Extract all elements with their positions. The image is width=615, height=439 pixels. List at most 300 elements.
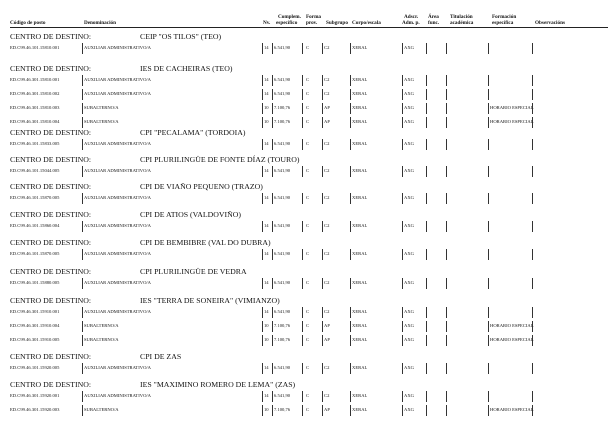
column-divider <box>82 221 83 232</box>
denominacion-cell: AUXILIAR ADMINISTRATIVO/A <box>84 251 151 256</box>
codigo-cell: ED.C99.46.301.15920.003 <box>10 407 60 412</box>
section-label: CENTRO DE DESTINO: <box>10 32 91 41</box>
column-divider <box>272 193 273 204</box>
column-divider <box>488 75 489 86</box>
table-row <box>10 405 608 416</box>
column-divider <box>446 405 447 416</box>
column-divider <box>262 335 263 346</box>
column-divider <box>82 103 83 114</box>
corpo-cell: XERAL <box>352 407 368 412</box>
column-divider <box>426 166 427 177</box>
column-divider <box>262 321 263 332</box>
column-divider <box>532 391 533 402</box>
section-label: CENTRO DE DESTINO: <box>10 238 91 247</box>
column-divider <box>488 405 489 416</box>
column-divider <box>262 193 263 204</box>
column-divider <box>82 166 83 177</box>
column-divider <box>350 405 351 416</box>
column-divider <box>402 363 403 374</box>
codigo-cell: ED.C99.46.101.15870.005 <box>10 195 60 200</box>
corpo-cell: XERAL <box>352 337 368 342</box>
column-divider <box>350 321 351 332</box>
table-row <box>10 166 608 177</box>
subgrupo-cell: C2 <box>324 280 330 285</box>
column-divider <box>262 278 263 289</box>
corpo-cell: XERAL <box>352 365 368 370</box>
column-divider <box>82 89 83 100</box>
column-divider <box>322 193 323 204</box>
nivel-cell: 10 <box>264 323 269 328</box>
codigo-cell: ED.C99.46.301.15810.001 <box>10 77 60 82</box>
header-especifica: específica <box>492 20 514 26</box>
column-divider <box>322 89 323 100</box>
forma-cell: C <box>306 393 310 398</box>
observacions-cell: HORARIO ESPECIAL <box>490 337 534 342</box>
subgrupo-cell: C2 <box>324 223 330 228</box>
subgrupo-cell: C2 <box>324 195 330 200</box>
table-row <box>10 89 608 100</box>
column-divider <box>426 103 427 114</box>
forma-cell: C <box>306 365 310 370</box>
corpo-cell: XERAL <box>352 223 368 228</box>
column-divider <box>272 363 273 374</box>
column-divider <box>532 278 533 289</box>
column-divider <box>302 103 303 114</box>
adscripcion-cell: AXG <box>404 45 414 50</box>
column-divider <box>82 249 83 260</box>
complemento-cell: 6.541,90 <box>274 195 291 200</box>
forma-cell: C <box>306 407 310 412</box>
codigo-cell: ED.C99.46.101.15880.005 <box>10 280 60 285</box>
column-divider <box>402 321 403 332</box>
adscripcion-cell: AXG <box>404 168 414 173</box>
column-divider <box>302 166 303 177</box>
table-row <box>10 249 608 260</box>
codigo-cell: ED.C99.46.101.15833.005 <box>10 141 60 146</box>
column-divider <box>402 221 403 232</box>
column-divider <box>302 249 303 260</box>
section-name: IES DE CACHEIRAS (TEO) <box>140 64 233 73</box>
observacions-cell: HORARIO ESPECIAL <box>490 323 534 328</box>
nivel-cell: 10 <box>264 105 269 110</box>
forma-cell: C <box>306 77 310 82</box>
complemento-cell: 6.541,90 <box>274 168 291 173</box>
nivel-cell: 14 <box>264 141 269 146</box>
column-divider <box>446 221 447 232</box>
nivel-cell: 10 <box>264 119 269 124</box>
column-divider <box>446 363 447 374</box>
header-formacion: Formación <box>492 14 517 20</box>
codigo-cell: ED.C99.46.301.15910.001 <box>10 309 60 314</box>
column-divider <box>272 221 273 232</box>
section-label: CENTRO DE DESTINO: <box>10 352 91 361</box>
column-divider <box>402 117 403 128</box>
column-divider <box>402 335 403 346</box>
subgrupo-cell: AP <box>324 105 330 110</box>
column-divider <box>532 166 533 177</box>
column-divider <box>302 117 303 128</box>
forma-cell: C <box>306 309 310 314</box>
denominacion-cell: SUBALTERNO/A <box>84 337 119 342</box>
column-divider <box>272 43 273 54</box>
section-label: CENTRO DE DESTINO: <box>10 128 91 137</box>
header-observacions: Observacións <box>535 20 565 26</box>
column-divider <box>426 391 427 402</box>
denominacion-cell: AUXILIAR ADMINISTRATIVO/A <box>84 195 151 200</box>
column-divider <box>262 43 263 54</box>
adscripcion-cell: AXG <box>404 280 414 285</box>
table-row <box>10 193 608 204</box>
column-divider <box>322 307 323 318</box>
column-divider <box>488 335 489 346</box>
nivel-cell: 14 <box>264 393 269 398</box>
column-divider <box>350 139 351 150</box>
column-divider <box>446 307 447 318</box>
table-row <box>10 307 608 318</box>
column-divider <box>262 249 263 260</box>
table-row <box>10 75 608 86</box>
column-divider <box>426 307 427 318</box>
column-divider <box>402 278 403 289</box>
column-divider <box>446 166 447 177</box>
nivel-cell: 10 <box>264 337 269 342</box>
subgrupo-cell: C2 <box>324 365 330 370</box>
header-forma: Forma <box>306 14 321 20</box>
observacions-cell: HORARIO ESPECIAL <box>490 105 534 110</box>
complemento-cell: 6.541,90 <box>274 45 291 50</box>
column-divider <box>350 43 351 54</box>
adscripcion-cell: AXG <box>404 251 414 256</box>
column-divider <box>446 335 447 346</box>
column-divider <box>488 193 489 204</box>
header-func: func. <box>428 20 440 26</box>
denominacion-cell: AUXILIAR ADMINISTRATIVO/A <box>84 280 151 285</box>
column-divider <box>350 249 351 260</box>
column-divider <box>402 75 403 86</box>
table-row <box>10 278 608 289</box>
adscripcion-cell: AXG <box>404 393 414 398</box>
corpo-cell: XERAL <box>352 393 368 398</box>
column-divider <box>322 103 323 114</box>
subgrupo-cell: AP <box>324 407 330 412</box>
nivel-cell: 14 <box>264 280 269 285</box>
column-divider <box>322 166 323 177</box>
column-divider <box>82 307 83 318</box>
column-divider <box>272 166 273 177</box>
column-divider <box>532 307 533 318</box>
column-divider <box>302 43 303 54</box>
section-label: CENTRO DE DESTINO: <box>10 182 91 191</box>
complemento-cell: 6.541,90 <box>274 393 291 398</box>
column-divider <box>262 117 263 128</box>
table-row <box>10 221 608 232</box>
column-divider <box>302 321 303 332</box>
section-name: CPI DE VIAÑO PEQUENO (TRAZO) <box>140 182 263 191</box>
nivel-cell: 14 <box>264 77 269 82</box>
section-name: CPI PLURILINGÜE DE VEDRA <box>140 267 247 276</box>
column-divider <box>302 89 303 100</box>
table-row <box>10 103 608 114</box>
column-divider <box>402 193 403 204</box>
column-divider <box>82 278 83 289</box>
column-divider <box>532 43 533 54</box>
column-divider <box>262 405 263 416</box>
subgrupo-cell: C2 <box>324 91 330 96</box>
column-divider <box>426 405 427 416</box>
column-divider <box>272 391 273 402</box>
column-divider <box>262 221 263 232</box>
nivel-cell: 14 <box>264 251 269 256</box>
column-divider <box>426 117 427 128</box>
denominacion-cell: AUXILIAR ADMINISTRATIVO/A <box>84 91 151 96</box>
column-divider <box>488 249 489 260</box>
denominacion-cell: AUXILIAR ADMINISTRATIVO/A <box>84 223 151 228</box>
column-divider <box>488 43 489 54</box>
column-divider <box>272 75 273 86</box>
column-divider <box>272 89 273 100</box>
column-divider <box>402 307 403 318</box>
column-divider <box>488 363 489 374</box>
codigo-cell: ED.C99.46.101.15870.005 <box>10 251 60 256</box>
column-divider <box>426 363 427 374</box>
header-nv: Nv. <box>263 20 271 26</box>
column-divider <box>350 166 351 177</box>
column-divider <box>402 103 403 114</box>
section-label: CENTRO DE DESTINO: <box>10 64 91 73</box>
column-divider <box>426 139 427 150</box>
section-name: IES "TERRA DE SONEIRA" (VIMIANZO) <box>140 296 280 305</box>
forma-cell: C <box>306 251 310 256</box>
column-divider <box>322 43 323 54</box>
section-name: CPI DE ATIOS (VALDOVIÑO) <box>140 210 241 219</box>
header-complem: Complem. <box>278 14 301 20</box>
column-divider <box>350 103 351 114</box>
column-divider <box>262 89 263 100</box>
nivel-cell: 14 <box>264 45 269 50</box>
section-label: CENTRO DE DESTINO: <box>10 296 91 305</box>
nivel-cell: 14 <box>264 195 269 200</box>
observacions-cell: HORARIO ESPECIAL <box>490 407 534 412</box>
header-especifico: específico <box>276 20 298 26</box>
column-divider <box>322 391 323 402</box>
complemento-cell: 6.541,90 <box>274 77 291 82</box>
section-label: CENTRO DE DESTINO: <box>10 210 91 219</box>
subgrupo-cell: C2 <box>324 251 330 256</box>
column-divider <box>82 335 83 346</box>
column-divider <box>272 278 273 289</box>
subgrupo-cell: C2 <box>324 309 330 314</box>
codigo-cell: ED.C99.46.301.15910.004 <box>10 323 60 328</box>
table-row <box>10 363 608 374</box>
complemento-cell: 7.100,76 <box>274 105 291 110</box>
column-divider <box>350 363 351 374</box>
subgrupo-cell: C2 <box>324 45 330 50</box>
denominacion-cell: AUXILIAR ADMINISTRATIVO/A <box>84 77 151 82</box>
column-divider <box>322 278 323 289</box>
corpo-cell: XERAL <box>352 195 368 200</box>
column-divider <box>350 89 351 100</box>
denominacion-cell: AUXILIAR ADMINISTRATIVO/A <box>84 365 151 370</box>
column-divider <box>322 335 323 346</box>
column-divider <box>446 278 447 289</box>
column-divider <box>322 139 323 150</box>
header-denominacion: Denominación <box>84 20 116 26</box>
adscripcion-cell: AXG <box>404 309 414 314</box>
denominacion-cell: AUXILIAR ADMINISTRATIVO/A <box>84 168 151 173</box>
subgrupo-cell: C2 <box>324 393 330 398</box>
column-divider <box>82 391 83 402</box>
nivel-cell: 14 <box>264 365 269 370</box>
column-divider <box>402 405 403 416</box>
adscripcion-cell: AXG <box>404 77 414 82</box>
nivel-cell: 10 <box>264 407 269 412</box>
column-divider <box>82 139 83 150</box>
complemento-cell: 6.541,90 <box>274 365 291 370</box>
complemento-cell: 6.541,90 <box>274 223 291 228</box>
corpo-cell: XERAL <box>352 119 368 124</box>
forma-cell: C <box>306 45 310 50</box>
column-divider <box>272 405 273 416</box>
column-divider <box>532 221 533 232</box>
column-divider <box>402 43 403 54</box>
column-divider <box>488 321 489 332</box>
denominacion-cell: SUBALTERNO/A <box>84 119 119 124</box>
column-divider <box>446 117 447 128</box>
column-divider <box>426 249 427 260</box>
section-name: CPI PLURILINGÜE DE FONTE DÍAZ (TOURO) <box>140 155 300 164</box>
column-divider <box>532 89 533 100</box>
column-divider <box>302 278 303 289</box>
header-prov: prov. <box>306 20 318 26</box>
column-divider <box>532 249 533 260</box>
column-divider <box>272 249 273 260</box>
adscripcion-cell: AXG <box>404 91 414 96</box>
codigo-cell: ED.C99.46.101.15044.005 <box>10 168 60 173</box>
complemento-cell: 6.541,90 <box>274 141 291 146</box>
header-titulacion: Titulación <box>450 14 473 20</box>
table-row <box>10 117 608 128</box>
complemento-cell: 6.541,90 <box>274 91 291 96</box>
column-divider <box>322 117 323 128</box>
subgrupo-cell: AP <box>324 337 330 342</box>
codigo-cell: ED.C99.46.301.15910.005 <box>10 337 60 342</box>
forma-cell: C <box>306 105 310 110</box>
column-divider <box>350 335 351 346</box>
complemento-cell: 6.541,90 <box>274 280 291 285</box>
corpo-cell: XERAL <box>352 141 368 146</box>
forma-cell: C <box>306 323 310 328</box>
denominacion-cell: SUBALTERNO/A <box>84 105 119 110</box>
adscripcion-cell: AXG <box>404 119 414 124</box>
header-subgrupo: Subgrupo <box>326 20 348 26</box>
corpo-cell: XERAL <box>352 309 368 314</box>
header-adm-p: Adm. p. <box>402 20 420 26</box>
codigo-cell: ED.C99.46.301.15920.001 <box>10 393 60 398</box>
section-name: CPI DE BEMBIBRE (VAL DO DUBRA) <box>140 238 271 247</box>
corpo-cell: XERAL <box>352 280 368 285</box>
column-divider <box>262 391 263 402</box>
column-divider <box>488 278 489 289</box>
column-divider <box>426 321 427 332</box>
adscripcion-cell: AXG <box>404 365 414 370</box>
column-divider <box>82 43 83 54</box>
forma-cell: C <box>306 337 310 342</box>
column-divider <box>446 89 447 100</box>
forma-cell: C <box>306 223 310 228</box>
column-divider <box>272 321 273 332</box>
column-divider <box>426 193 427 204</box>
section-name: IES "MAXIMINO ROMERO DE LEMA" (ZAS) <box>140 380 296 389</box>
section-name: CEIP "OS TILOS" (TEO) <box>140 32 222 41</box>
column-divider <box>302 221 303 232</box>
complemento-cell: 7.100,76 <box>274 337 291 342</box>
column-divider <box>350 307 351 318</box>
forma-cell: C <box>306 141 310 146</box>
column-divider <box>82 75 83 86</box>
corpo-cell: XERAL <box>352 323 368 328</box>
column-divider <box>402 89 403 100</box>
column-divider <box>446 103 447 114</box>
column-divider <box>446 75 447 86</box>
column-divider <box>82 363 83 374</box>
header-adscr: Adscr. <box>404 14 419 20</box>
forma-cell: C <box>306 168 310 173</box>
column-divider <box>426 221 427 232</box>
adscripcion-cell: AXG <box>404 105 414 110</box>
column-divider <box>82 117 83 128</box>
column-divider <box>426 278 427 289</box>
table-row <box>10 43 608 54</box>
column-divider <box>350 117 351 128</box>
column-divider <box>350 193 351 204</box>
column-divider <box>402 249 403 260</box>
section-label: CENTRO DE DESTINO: <box>10 380 91 389</box>
column-divider <box>262 166 263 177</box>
complemento-cell: 6.541,90 <box>274 251 291 256</box>
column-divider <box>446 139 447 150</box>
column-divider <box>488 391 489 402</box>
column-divider <box>488 166 489 177</box>
column-divider <box>302 139 303 150</box>
table-row <box>10 391 608 402</box>
subgrupo-cell: C2 <box>324 141 330 146</box>
column-divider <box>426 89 427 100</box>
corpo-cell: XERAL <box>352 168 368 173</box>
section-label: CENTRO DE DESTINO: <box>10 267 91 276</box>
header-rule <box>10 27 608 28</box>
forma-cell: C <box>306 91 310 96</box>
column-divider <box>262 307 263 318</box>
column-divider <box>532 75 533 86</box>
forma-cell: C <box>306 195 310 200</box>
table-row <box>10 139 608 150</box>
forma-cell: C <box>306 119 310 124</box>
codigo-cell: ED.C99.46.301.15810.003 <box>10 105 60 110</box>
section-label: CENTRO DE DESTINO: <box>10 155 91 164</box>
column-divider <box>426 75 427 86</box>
column-divider <box>350 278 351 289</box>
column-divider <box>322 321 323 332</box>
column-divider <box>302 335 303 346</box>
column-divider <box>488 221 489 232</box>
column-divider <box>426 335 427 346</box>
column-divider <box>322 249 323 260</box>
observacions-cell: HORARIO ESPECIAL <box>490 119 534 124</box>
codigo-cell: ED.C99.46.101.15810.001 <box>10 45 60 50</box>
column-divider <box>272 335 273 346</box>
table-row <box>10 335 608 346</box>
complemento-cell: 7.100,76 <box>274 323 291 328</box>
